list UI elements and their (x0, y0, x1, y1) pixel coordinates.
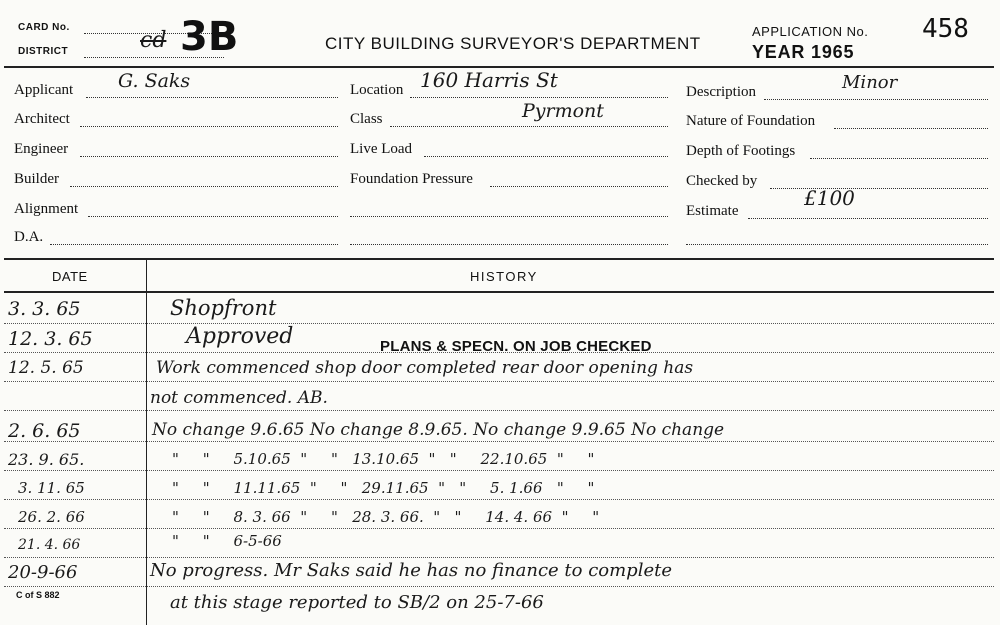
table-row-history: Approved (186, 324, 294, 349)
row-line (4, 441, 994, 442)
class-label: Class (350, 111, 383, 127)
engineer-label: Engineer (14, 141, 69, 157)
table-row-history: " " 6-5-66 (172, 532, 282, 550)
date-column-header: DATE (52, 269, 88, 284)
table-row-history: No change 9.6.65 No change 8.9.65. No change 9.9.65 No change (152, 420, 725, 440)
alignment-line (88, 216, 338, 217)
table-row-date: 2. 6. 65 (8, 420, 81, 442)
location-line (410, 97, 668, 98)
table-header-divider (4, 291, 994, 293)
row-line (4, 470, 994, 471)
estimate-label: Estimate (686, 203, 739, 219)
department-title: CITY BUILDING SURVEYOR'S DEPARTMENT (325, 34, 701, 53)
location-label: Location (350, 82, 404, 98)
live-load-line (424, 156, 668, 157)
table-row-history: No progress. Mr Saks said he has no finance to complete (150, 560, 672, 581)
class-line (390, 126, 668, 127)
card-no-value: 3B (180, 14, 239, 60)
mid-blank-line-1 (350, 216, 668, 217)
da-line (50, 244, 338, 245)
checked-line (770, 188, 988, 189)
description-label: Description (686, 84, 756, 100)
table-row-history: at this stage reported to SB/2 on 25-7-66 (170, 592, 544, 613)
table-top-divider (4, 258, 994, 260)
da-label: D.A. (14, 229, 44, 245)
application-number: 458 (922, 14, 969, 44)
architect-label: Architect (14, 111, 70, 127)
live-load-label: Live Load (350, 141, 413, 157)
engineer-line (80, 156, 338, 157)
alignment-label: Alignment (14, 201, 79, 217)
row-line (4, 410, 994, 411)
estimate-value: £100 (804, 186, 855, 210)
right-blank-line (686, 244, 988, 245)
row-line (4, 323, 994, 324)
foundation-pressure-label: Foundation Pressure (350, 171, 473, 187)
table-row-date: 23. 9. 65. (8, 450, 85, 469)
row-line (4, 557, 994, 558)
depth-of-footings-label: Depth of Footings (686, 143, 796, 159)
table-row-history: Shopfront (170, 296, 277, 320)
table-row-date: 12. 5. 65 (8, 358, 84, 378)
class-value: Pyrmont (522, 100, 604, 122)
depth-line (810, 158, 988, 159)
description-value: Minor (842, 72, 898, 93)
table-row-date: 12. 3. 65 (8, 328, 93, 350)
applicant-value: G. Saks (118, 70, 191, 92)
district-label: DISTRICT (18, 46, 69, 57)
description-line (764, 99, 988, 100)
application-label: APPLICATION No. (752, 24, 869, 39)
location-value: 160 Harris St (420, 68, 558, 92)
table-row-date: 3. 3. 65 (8, 298, 81, 320)
mid-blank-line-2 (350, 244, 668, 245)
nature-of-foundation-label: Nature of Foundation (686, 113, 816, 129)
card-no-struck: cd (140, 28, 167, 53)
builder-label: Builder (14, 171, 59, 187)
nature-line (834, 128, 988, 129)
builder-line (70, 186, 338, 187)
year: YEAR 1965 (752, 42, 855, 62)
architect-line (80, 126, 338, 127)
table-row-history: not commenced. AB. (150, 388, 328, 408)
table-row-date: 21. 4. 66 (18, 537, 81, 553)
table-row-history: " " 8. 3. 66 " " 28. 3. 66. " " 14. 4. 66 " " (172, 508, 600, 526)
history-column-header: HISTORY (470, 269, 538, 284)
table-row-history: " " 11.11.65 " " 29.11.65 " " 5. 1.66 " " (172, 479, 595, 497)
row-line (4, 499, 994, 500)
card-no-label: CARD No. (18, 22, 70, 33)
applicant-line (86, 97, 338, 98)
table-row-date: 26. 2. 66 (18, 508, 85, 526)
table-row-history: Work commenced shop door completed rear door opening has (156, 358, 694, 378)
checked-by-label: Checked by (686, 173, 758, 189)
table-row-date: 3. 11. 65 (18, 479, 85, 497)
row-line (4, 586, 994, 587)
foundation-pressure-line (490, 186, 668, 187)
table-row-date: 20-9-66 (8, 562, 78, 583)
estimate-line (748, 218, 988, 219)
row-line (4, 381, 994, 382)
form-code: C of S 882 (16, 590, 60, 600)
plans-checked-stamp: PLANS & SPECN. ON JOB CHECKED (380, 338, 652, 355)
table-row-history: " " 5.10.65 " " 13.10.65 " " 22.10.65 " " (172, 450, 595, 468)
row-line (4, 528, 994, 529)
applicant-label: Applicant (14, 82, 74, 98)
